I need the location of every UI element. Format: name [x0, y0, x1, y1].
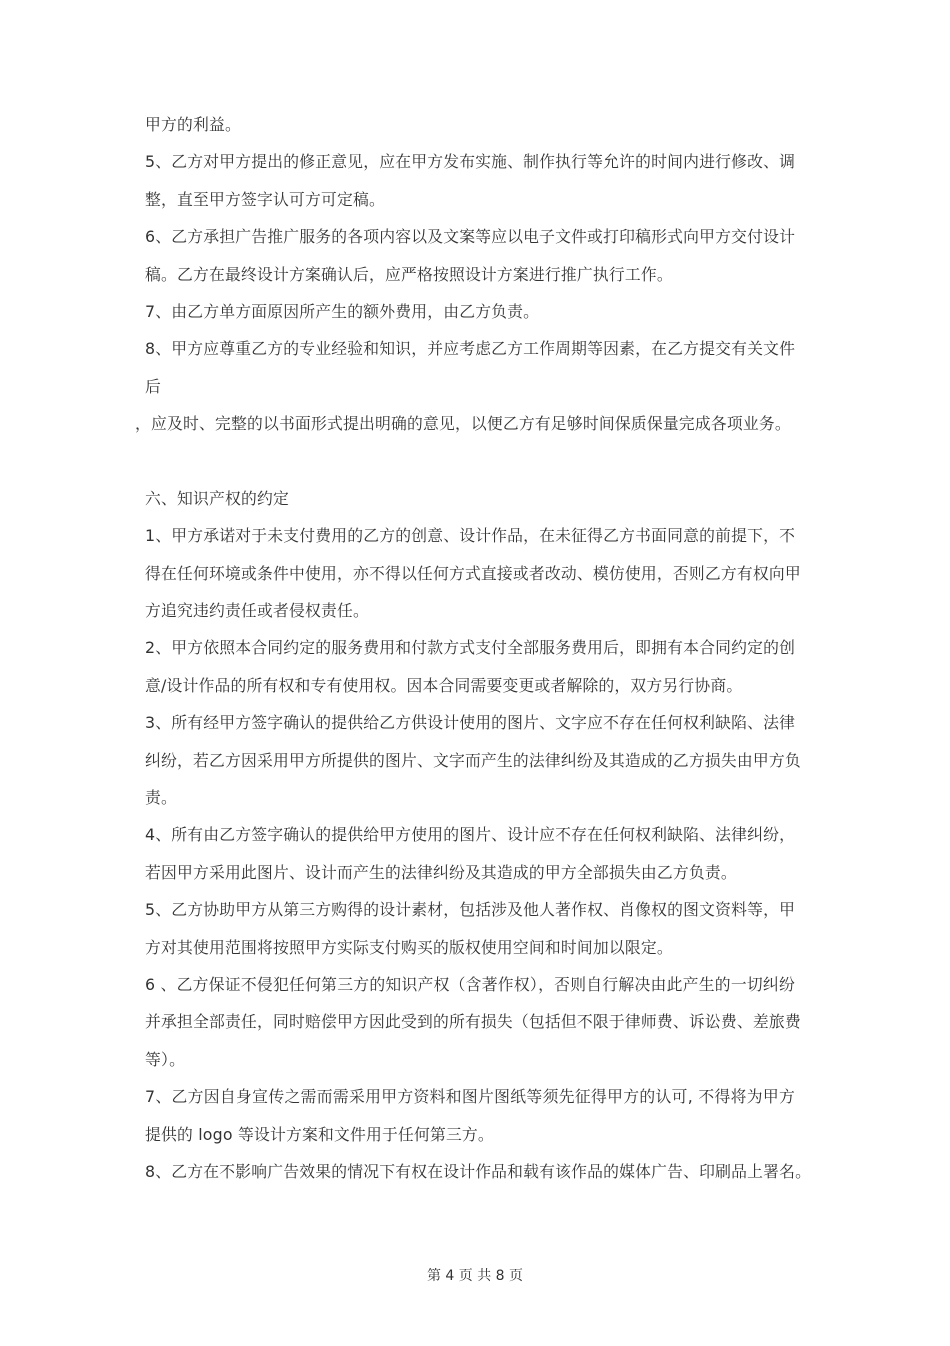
text-line: 4、所有由乙方签字确认的提供给甲方使用的图片、设计应不存在任何权利缺陷、法律纠纷， [145, 825, 796, 845]
text-line: 6、乙方承担广告推广服务的各项内容以及文案等应以电子文件或打印稿形式向甲方交付设计 [145, 227, 796, 247]
text-line: 6 、乙方保证不侵犯任何第三方的知识产权（含著作权），否则自行解决由此产生的一切纠纷 [145, 974, 795, 994]
text-line: 甲方的利益。 [145, 115, 241, 134]
text-line: 稿。乙方在最终设计方案确认后，应严格按照设计方案进行推广执行工作。 [145, 264, 673, 284]
text-line [145, 443, 795, 480]
text-line: 意/设计作品的所有权和专有使用权。因本合同需要变更或者解除的，双方另行协商。 [145, 675, 743, 695]
text-line: 7、乙方因自身宣传之需而需采用甲方资料和图片图纸等须先征得甲方的认可, 不得将为甲方 [145, 1087, 795, 1107]
paragraph [145, 1078, 795, 1153]
paragraph [145, 293, 795, 330]
text-line: 1、甲方承诺对于未支付费用的乙方的创意、设计作品，在未征得乙方书面同意的前提下，不 [145, 526, 796, 546]
paragraph [145, 106, 795, 143]
section-heading [145, 480, 795, 517]
paragraph [145, 330, 795, 405]
text-line: 六、知识产权的约定 [145, 488, 289, 508]
text-line: 后 [145, 376, 161, 396]
page-number: 第 4 页 共 8 页 [426, 1268, 524, 1284]
text-line: 方追究违约责任或者侵权责任。 [145, 601, 369, 621]
text-line: 提供的 logo 等设计方案和文件用于任何第三方。 [145, 1124, 494, 1144]
text-line: 得在任何环境或条件中使用，亦不得以任何方式直接或者改动、模仿使用，否则乙方有权向甲 [145, 563, 801, 583]
text-line: 若因甲方采用此图片、设计而产生的法律纠纷及其造成的甲方全部损失由乙方负责。 [145, 862, 737, 882]
paragraph [145, 891, 795, 966]
text-line: 8、甲方应尊重乙方的专业经验和知识，并应考虑乙方工作周期等因素，在乙方提交有关文件 [145, 339, 796, 359]
text-line: 纠纷，若乙方因采用甲方所提供的图片、文字而产生的法律纠纷及其造成的乙方损失由甲方负 [145, 750, 801, 770]
text-line: 7、由乙方单方面原因所产生的额外费用，由乙方负责。 [145, 301, 540, 321]
text-line: ，应及时、完整的以书面形式提出明确的意见，以便乙方有足够时间保质保量完成各项业务。 [135, 414, 791, 434]
paragraph [145, 1153, 812, 1190]
blank-line [145, 443, 795, 480]
text-line: 等）。 [145, 1049, 186, 1069]
paragraph [145, 218, 795, 293]
text-line: 方对其使用范围将按照甲方实际支付购买的版权使用空间和时间加以限定。 [145, 937, 673, 957]
content-area [135, 106, 812, 1190]
paragraph [145, 629, 795, 704]
page-footer [0, 1266, 950, 1286]
text-line: 5、乙方对甲方提出的修正意见，应在甲方发布实施、制作执行等允许的时间内进行修改、调 [145, 152, 796, 172]
text-line: 2、甲方依照本合同约定的服务费用和付款方式支付全部服务费用后，即拥有本合同约定的创 [145, 638, 796, 658]
paragraph [145, 704, 801, 816]
text-line: 并承担全部责任，同时赔偿甲方因此受到的所有损失（包括但不限于律师费、诉讼费、差旅费 [145, 1012, 801, 1032]
paragraph [135, 405, 795, 442]
paragraph [145, 966, 801, 1078]
text-line: 8、乙方在不影响广告效果的情况下有权在设计作品和载有该作品的媒体广告、印刷品上署名。 [145, 1161, 812, 1181]
paragraph [145, 816, 795, 891]
paragraph [145, 517, 801, 629]
text-line: 5、乙方协助甲方从第三方购得的设计素材，包括涉及他人著作权、肖像权的图文资料等，甲 [145, 900, 796, 920]
paragraph [145, 143, 795, 218]
text-line: 3、所有经甲方签字确认的提供给乙方供设计使用的图片、文字应不存在任何权利缺陷、法律 [145, 713, 796, 733]
text-line: 整，直至甲方签字认可方可定稿。 [145, 189, 385, 209]
text-line: 责。 [145, 788, 177, 808]
